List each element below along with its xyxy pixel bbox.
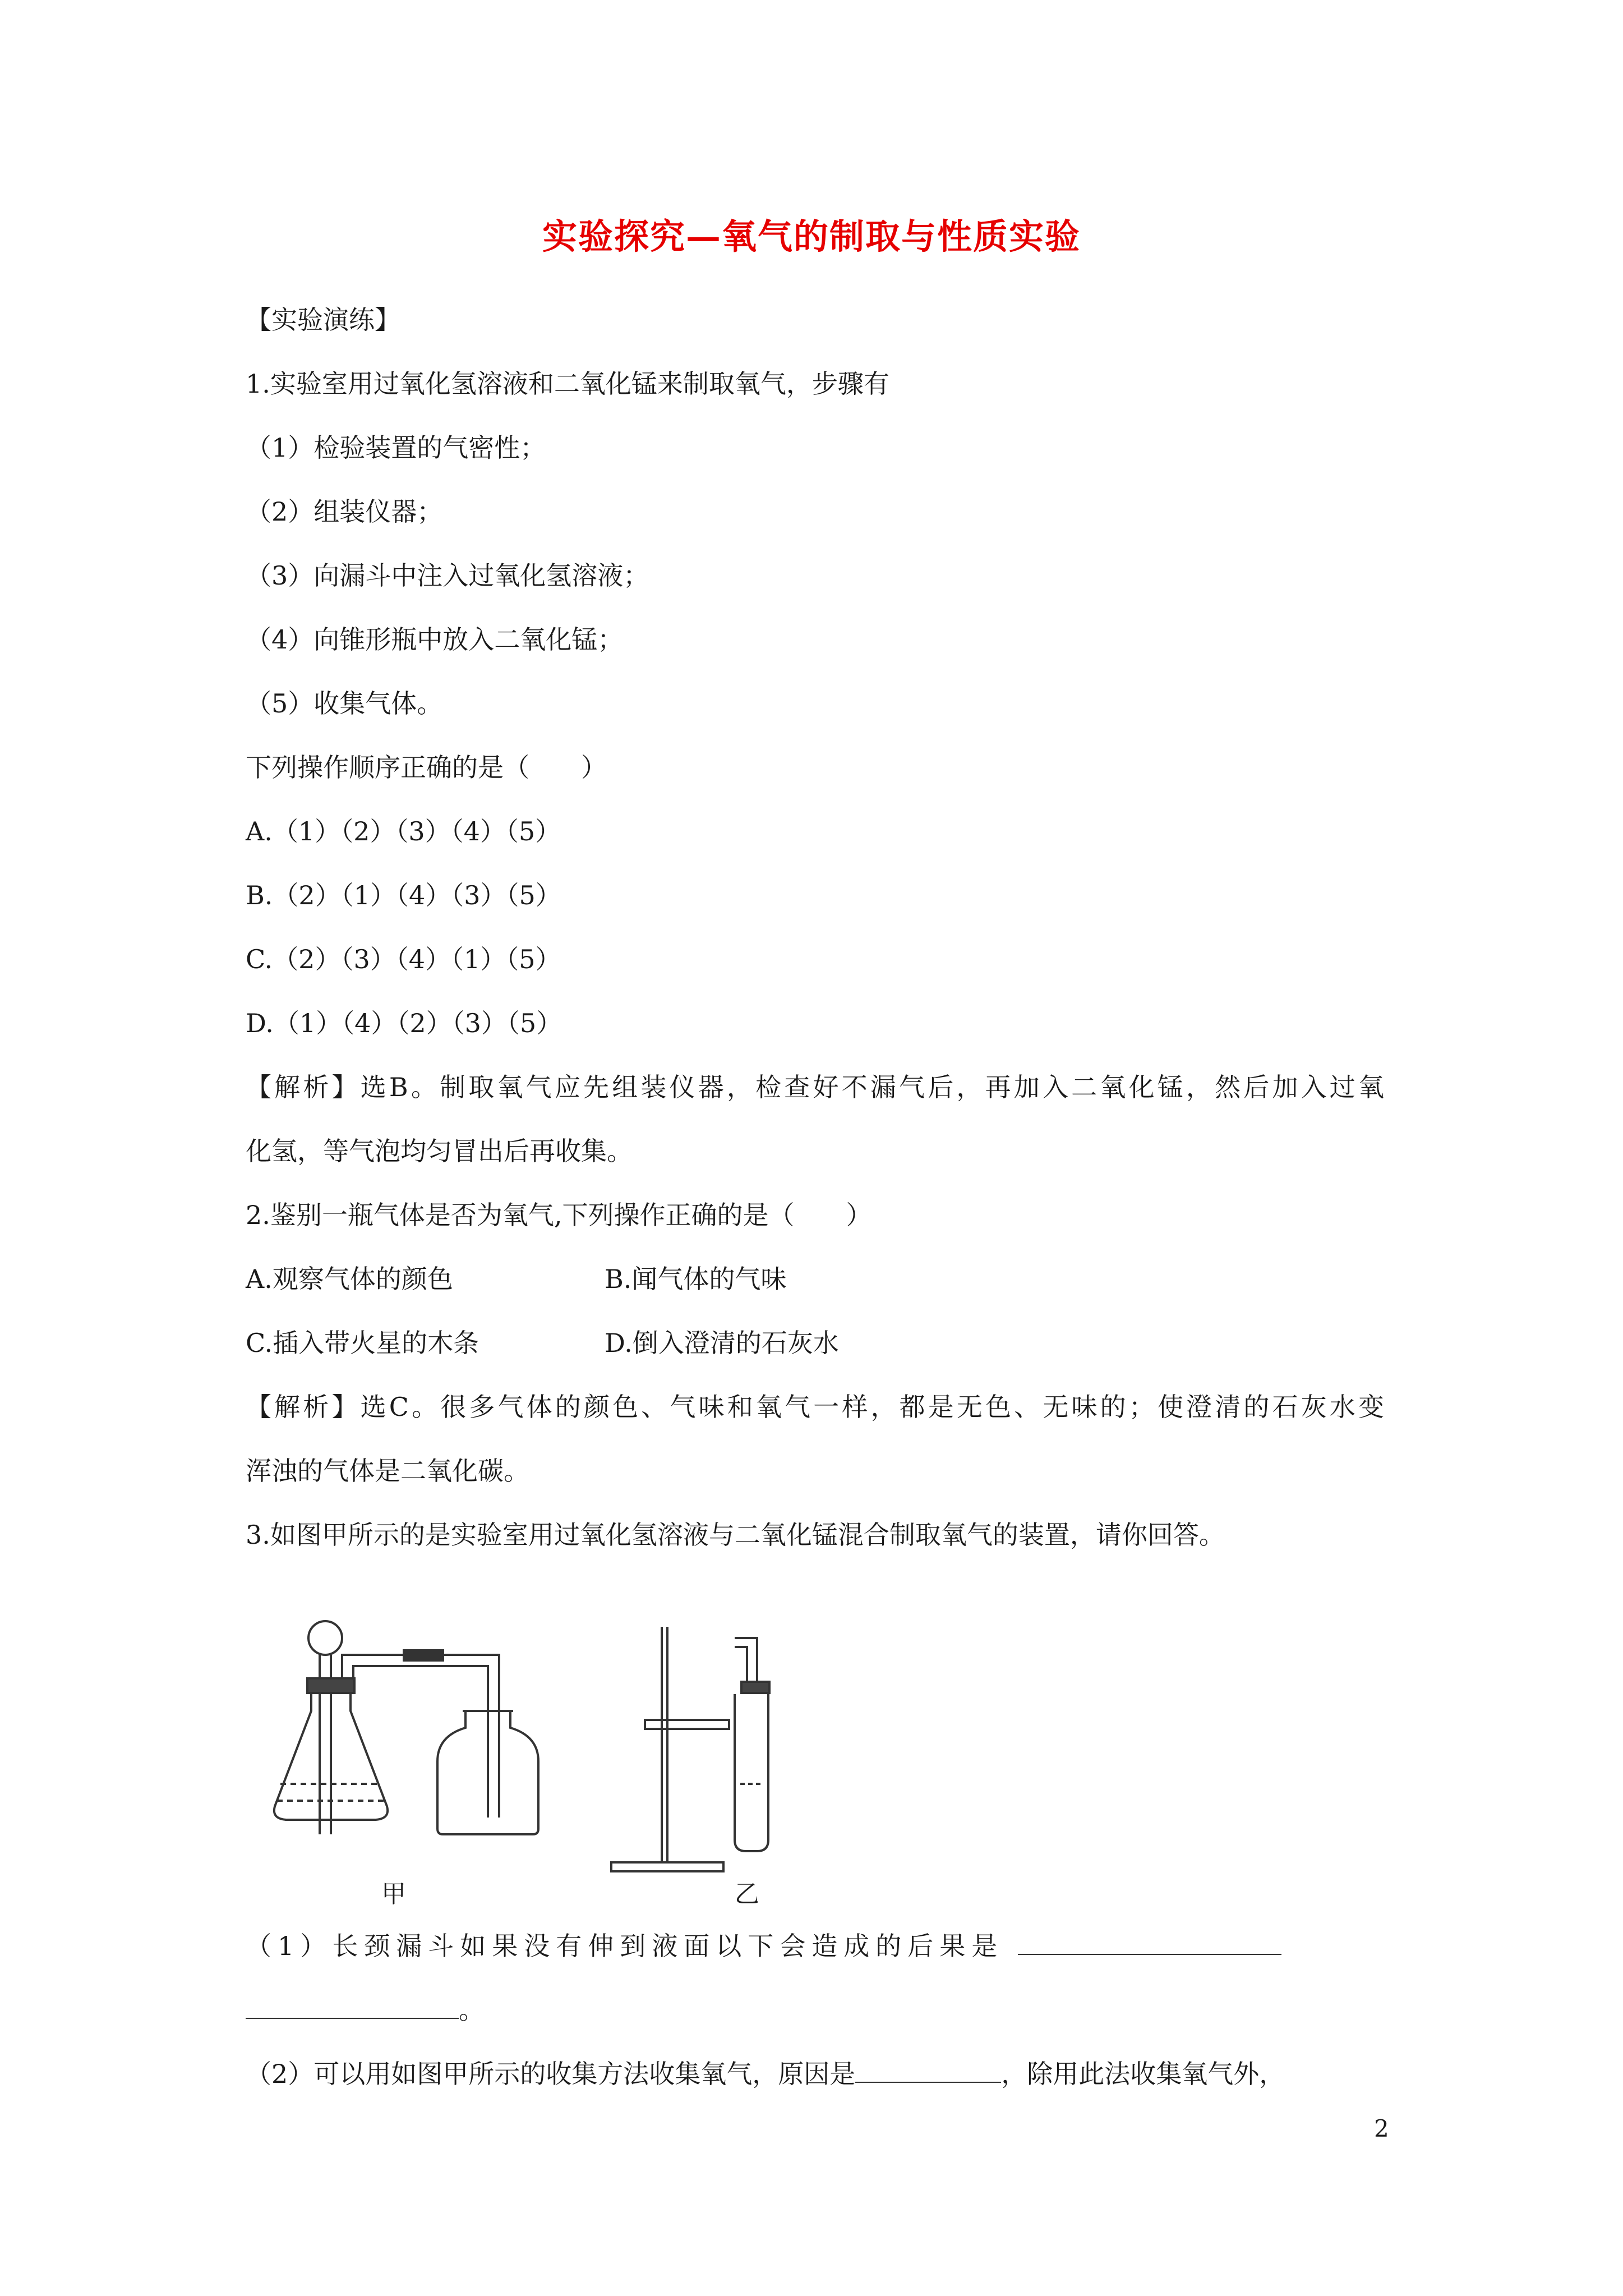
q3-sub1-continuation (246, 1992, 485, 2027)
q2-analysis-line-1: 【解析】选C。很多气体的颜色、气味和氧气一样，都是无色、无味的；使澄清的石灰水变 (246, 1392, 1384, 1422)
q1-step-2: （2）组装仪器； (246, 496, 443, 527)
q3-sub2 (246, 2056, 1285, 2091)
q2-option-d: D.倒入澄清的石灰水 (605, 1328, 839, 1358)
q2-analysis-line-2: 浑浊的气体是二氧化碳。 (246, 1456, 529, 1486)
q3-stem: 3.如图甲所示的是实验室用过氧化氢溶液与二氧化锰混合制取氧气的装置，请你回答。 (246, 1520, 1225, 1550)
apparatus-figure (264, 1616, 880, 1921)
q1-step-4: （4）向锥形瓶中放入二氧化锰； (246, 624, 624, 655)
q1-option-a: A.（1）（2）（3）（4）（5） (246, 816, 561, 846)
answer-blank[interactable] (1018, 1928, 1281, 1955)
q1-option-d: D.（1）（4）（2）（3）（5） (246, 1008, 562, 1038)
answer-blank[interactable] (246, 1992, 459, 2019)
q3-sub1 (246, 1928, 1281, 1963)
answer-blank[interactable] (855, 2056, 1001, 2083)
q1-option-b: B.（2）（1）（4）（3）（5） (246, 880, 561, 910)
figure-label-a: 甲 (381, 1880, 406, 1908)
q3-sub2-end: ，除用此法收集氧气外， (1001, 2059, 1285, 2089)
apparatus-illustration (264, 1616, 880, 1918)
q1-step-1: （1）检验装置的气密性； (246, 432, 546, 463)
page-number: 2 (1374, 2115, 1389, 2142)
q1-analysis-line-2: 化氢，等气泡均匀冒出后再收集。 (246, 1136, 633, 1166)
q2-option-b: B.闻气体的气味 (605, 1264, 787, 1294)
section-heading: 【实验演练】 (246, 305, 400, 335)
page-title: 实验探究—氧气的制取与性质实验 (542, 216, 1081, 257)
q1-option-c: C.（2）（3）（4）（1）（5） (246, 944, 561, 974)
q2-option-a: A.观察气体的颜色 (246, 1264, 453, 1294)
q1-stem: 1.实验室用过氧化氢溶液和二氧化锰来制取氧气，步骤有 (246, 369, 889, 399)
q1-step-5: （5）收集气体。 (246, 688, 443, 719)
q1-analysis-line-1: 【解析】选B。制取氧气应先组装仪器，检查好不漏气后，再加入二氧化锰，然后加入过氧 (246, 1072, 1384, 1102)
q3-sub1-text: （1）长颈漏斗如果没有伸到液面以下会造成的后果是 (246, 1931, 1004, 1961)
figure-label-b: 乙 (735, 1880, 759, 1908)
q2-option-c: C.插入带火星的木条 (246, 1328, 479, 1358)
iron-stand-apparatus (611, 1627, 769, 1871)
q3-sub1-end: 。 (459, 1995, 485, 2025)
q1-prompt: 下列操作顺序正确的是（ ） (246, 752, 607, 783)
q2-stem: 2.鉴别一瓶气体是否为氧气,下列操作正确的是（ ） (246, 1200, 872, 1230)
q1-step-3: （3）向漏斗中注入过氧化氢溶液； (246, 560, 649, 591)
q3-sub2-text: （2）可以用如图甲所示的收集方法收集氧气，原因是 (246, 2059, 856, 2089)
